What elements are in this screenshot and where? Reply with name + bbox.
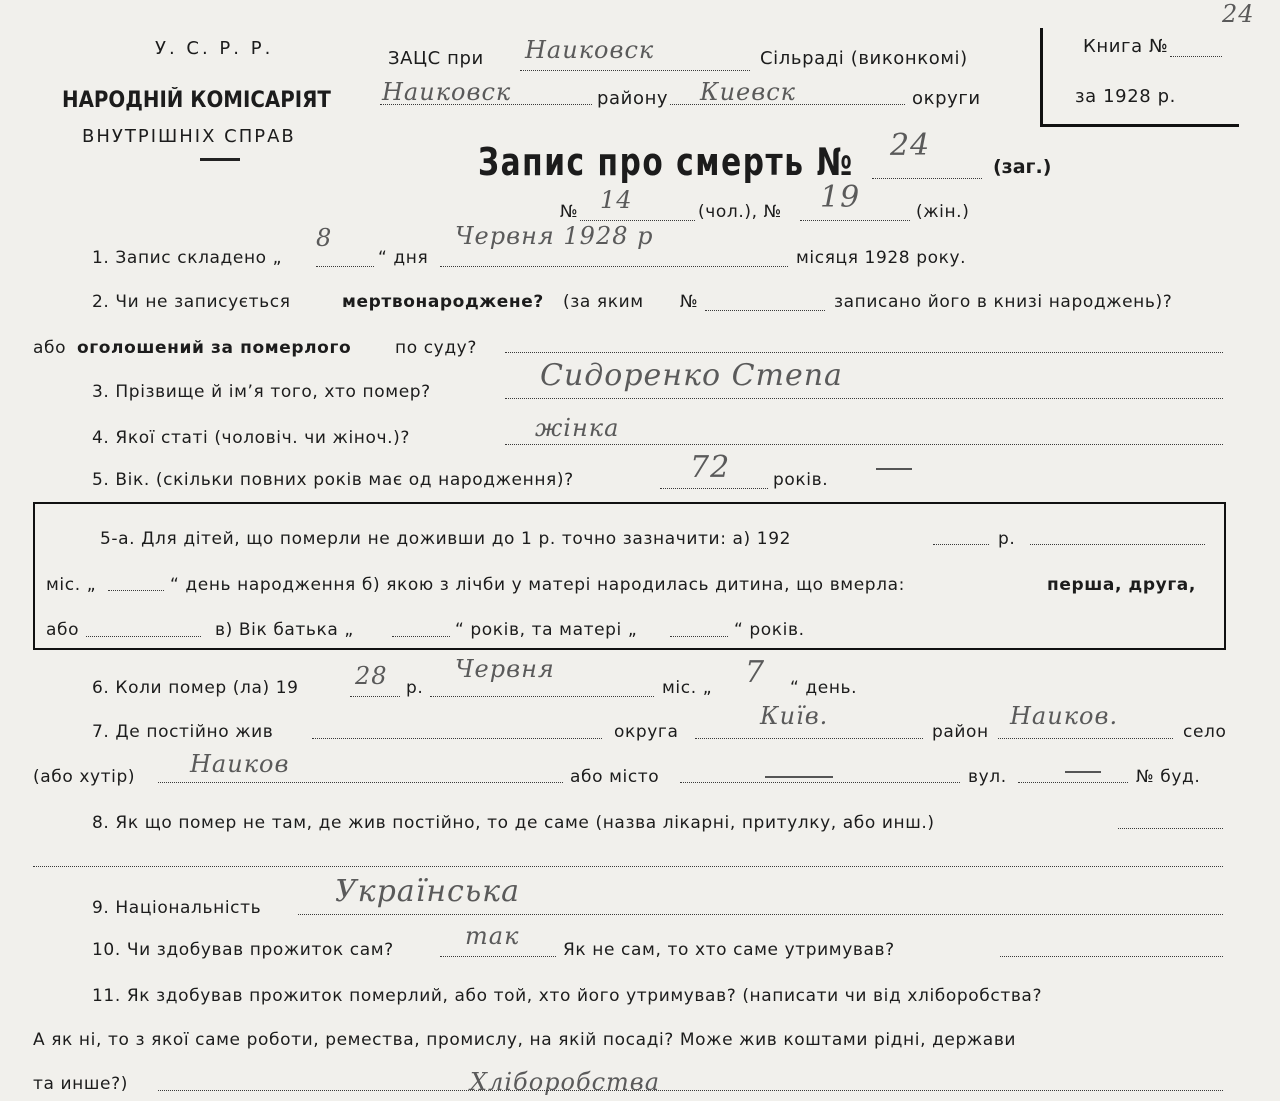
raion-value: Наиковск <box>382 78 512 106</box>
q7-city-dash <box>765 776 833 778</box>
book-number-line <box>1170 56 1222 57</box>
q5a-year-label: р. <box>998 529 1016 549</box>
q5a-father-label: в) Вік батька „ <box>215 620 354 640</box>
q7-label: 7. Де постійно жив <box>92 722 274 742</box>
q10-label: 10. Чи здобував прожиток сам? <box>92 940 394 960</box>
q6-year-line <box>350 696 400 697</box>
okruga-line <box>670 104 905 105</box>
q5a-or: або <box>46 620 80 640</box>
q7-okruga-value: Київ. <box>760 702 829 730</box>
q5a-mother-label: “ років, та матері „ <box>455 620 638 640</box>
men-label: (чол.), № <box>698 202 782 222</box>
q6-day-value: 7 <box>745 655 766 690</box>
q5a-line2: “ день народження б) якою з лічби у матері народилась дитина, що вмерла: <box>170 575 905 595</box>
q4-label: 4. Якої статі (чоловіч. чи жіноч.)? <box>92 428 411 448</box>
q7-village-line <box>158 782 563 783</box>
q5-age-value: 72 <box>690 450 731 485</box>
q8-line-1 <box>1118 828 1223 829</box>
q2-label: 2. Чи не записується <box>92 292 291 312</box>
q5-years-label: років. <box>773 470 829 490</box>
q7-street-label: вул. <box>968 767 1007 787</box>
zags-prefix: ЗАЦС при <box>388 48 484 69</box>
q6-day-label: “ день. <box>790 678 858 698</box>
q7-city-line <box>680 782 960 783</box>
zags-place-value: Наиковск <box>525 36 655 64</box>
q1-month-value: Червня 1928 р <box>455 222 654 250</box>
book-year: за 1928 р. <box>1075 86 1177 107</box>
q2-declared: оголошений за померлого <box>77 338 352 358</box>
q5-dash <box>876 468 912 470</box>
q5a-tail-line <box>1030 544 1205 545</box>
q2-court-line <box>505 352 1223 353</box>
raion-label: району <box>597 88 669 109</box>
zags-suffix: Сільраді (виконкомі) <box>760 48 968 69</box>
q8-line-2 <box>33 866 1223 867</box>
q7-street-line <box>1018 782 1128 783</box>
q2-book-text: записано його в книзі народжень)? <box>834 292 1173 312</box>
q11-value: Хліборобства <box>470 1068 661 1096</box>
q5-label: 5. Вік. (скільки повних років має од народження)? <box>92 470 574 490</box>
q6-label: 6. Коли помер (ла) 19 <box>92 678 299 698</box>
q2-number-line <box>705 310 825 311</box>
q2-or: або <box>33 338 67 358</box>
q6-month-value: Червня <box>455 655 555 683</box>
q10-who-label: Як не сам, то хто саме утримував? <box>563 940 895 960</box>
q6-year-value: 28 <box>355 662 388 690</box>
record-type-label: (заг.) <box>993 156 1052 178</box>
q7-raion-value: Наиков. <box>1010 702 1119 730</box>
q10-line <box>440 956 556 957</box>
q6-year-label: р. <box>406 678 424 698</box>
commissariat-label: НАРОДНІЙ КОМІСАРІЯТ <box>62 88 331 113</box>
q6-month-label: міс. „ <box>662 678 713 698</box>
okruga-value: Киевск <box>700 78 796 106</box>
q3-line <box>505 398 1223 399</box>
q7-place-line <box>312 738 602 739</box>
q11-line3: та инше?) <box>33 1074 128 1094</box>
q5a-year-line <box>933 544 989 545</box>
q5a-line1: 5-а. Для дітей, що померли не доживши до 1 р. точно зазначити: а) 192 <box>100 529 792 549</box>
men-number-line <box>580 220 695 221</box>
q3-label: 3. Прізвище й ім’я того, хто помер? <box>92 382 431 402</box>
q1-month-line <box>440 266 788 267</box>
q6-month-line <box>430 696 654 697</box>
header-divider <box>200 158 240 161</box>
q2-court: по суду? <box>395 338 477 358</box>
men-number-value: 14 <box>600 186 633 214</box>
q2-stillborn: мертвонароджене? <box>342 292 544 312</box>
record-title: Запис про смерть № <box>478 140 854 184</box>
okruga-label: округи <box>912 88 981 109</box>
q5a-or-line <box>86 636 201 637</box>
q7-street-dash <box>1065 771 1101 773</box>
q5a-mother-line <box>670 636 728 637</box>
q7-village-label: село <box>1183 722 1227 742</box>
q5a-first-second: перша, друга, <box>1047 575 1196 595</box>
men-prefix: № <box>560 202 579 222</box>
record-number-line <box>872 178 982 179</box>
q5-age-line <box>660 488 768 489</box>
q10-value: так <box>465 922 520 950</box>
q1-month-label: місяця 1928 року. <box>796 248 967 268</box>
q3-name-value: Сидоренко Степа <box>540 358 843 393</box>
q9-nationality-value: Українська <box>335 874 520 909</box>
women-number-value: 19 <box>820 180 861 215</box>
raion-line <box>380 104 592 105</box>
q1-day-label: “ дня <box>378 248 429 268</box>
q9-label: 9. Національність <box>92 898 262 918</box>
q5a-day-line <box>108 590 164 591</box>
q4-sex-value: жінка <box>535 414 620 442</box>
record-number-value: 24 <box>890 128 931 163</box>
q7-village-value: Наиков <box>190 750 290 778</box>
women-number-line <box>800 220 910 221</box>
q11-line1: 11. Як здобував прожиток померлий, або той, хто його утримував? (написати чи від хліборобства? <box>92 986 1043 1006</box>
q7-okruga-label: округа <box>614 722 679 742</box>
zags-place-line <box>520 70 750 71</box>
women-label: (жін.) <box>916 202 970 222</box>
q8-label: 8. Як що помер не там, де жив постійно, то де саме (назва лікарні, притулку, або инш.) <box>92 813 935 833</box>
ussr-label: У. С. Р. Р. <box>155 38 274 59</box>
q5a-father-line <box>392 636 450 637</box>
q5a-years-label: “ років. <box>734 620 805 640</box>
department-label: ВНУТРІШНІХ СПРАВ <box>82 126 296 147</box>
q1-day-value: 8 <box>316 224 333 252</box>
q2-number-sign: № <box>680 292 699 312</box>
q10-who-line <box>1000 956 1223 957</box>
q7-okruga-line <box>695 738 923 739</box>
book-label: Книга № <box>1083 36 1169 57</box>
q11-line2: А як ні, то з якої саме роботи, ремества, промислу, на якій посаді? Може жив коштами рідні, держави <box>33 1030 1017 1050</box>
q1-day-line <box>316 266 374 267</box>
q7-khutir-label: (або хутір) <box>33 767 136 787</box>
q5a-month-label: міс. „ <box>46 575 97 595</box>
q11-line <box>158 1090 1223 1091</box>
q7-house-label: № буд. <box>1136 767 1201 787</box>
q4-line <box>505 444 1223 445</box>
q1-label: 1. Запис складено „ <box>92 248 283 268</box>
q9-line <box>298 914 1223 915</box>
q7-raion-label: район <box>932 722 989 742</box>
q2-which: (за яким <box>563 292 644 312</box>
q7-city-label: або місто <box>570 767 660 787</box>
q7-raion-line <box>998 738 1173 739</box>
page-number: 24 <box>1222 0 1255 28</box>
